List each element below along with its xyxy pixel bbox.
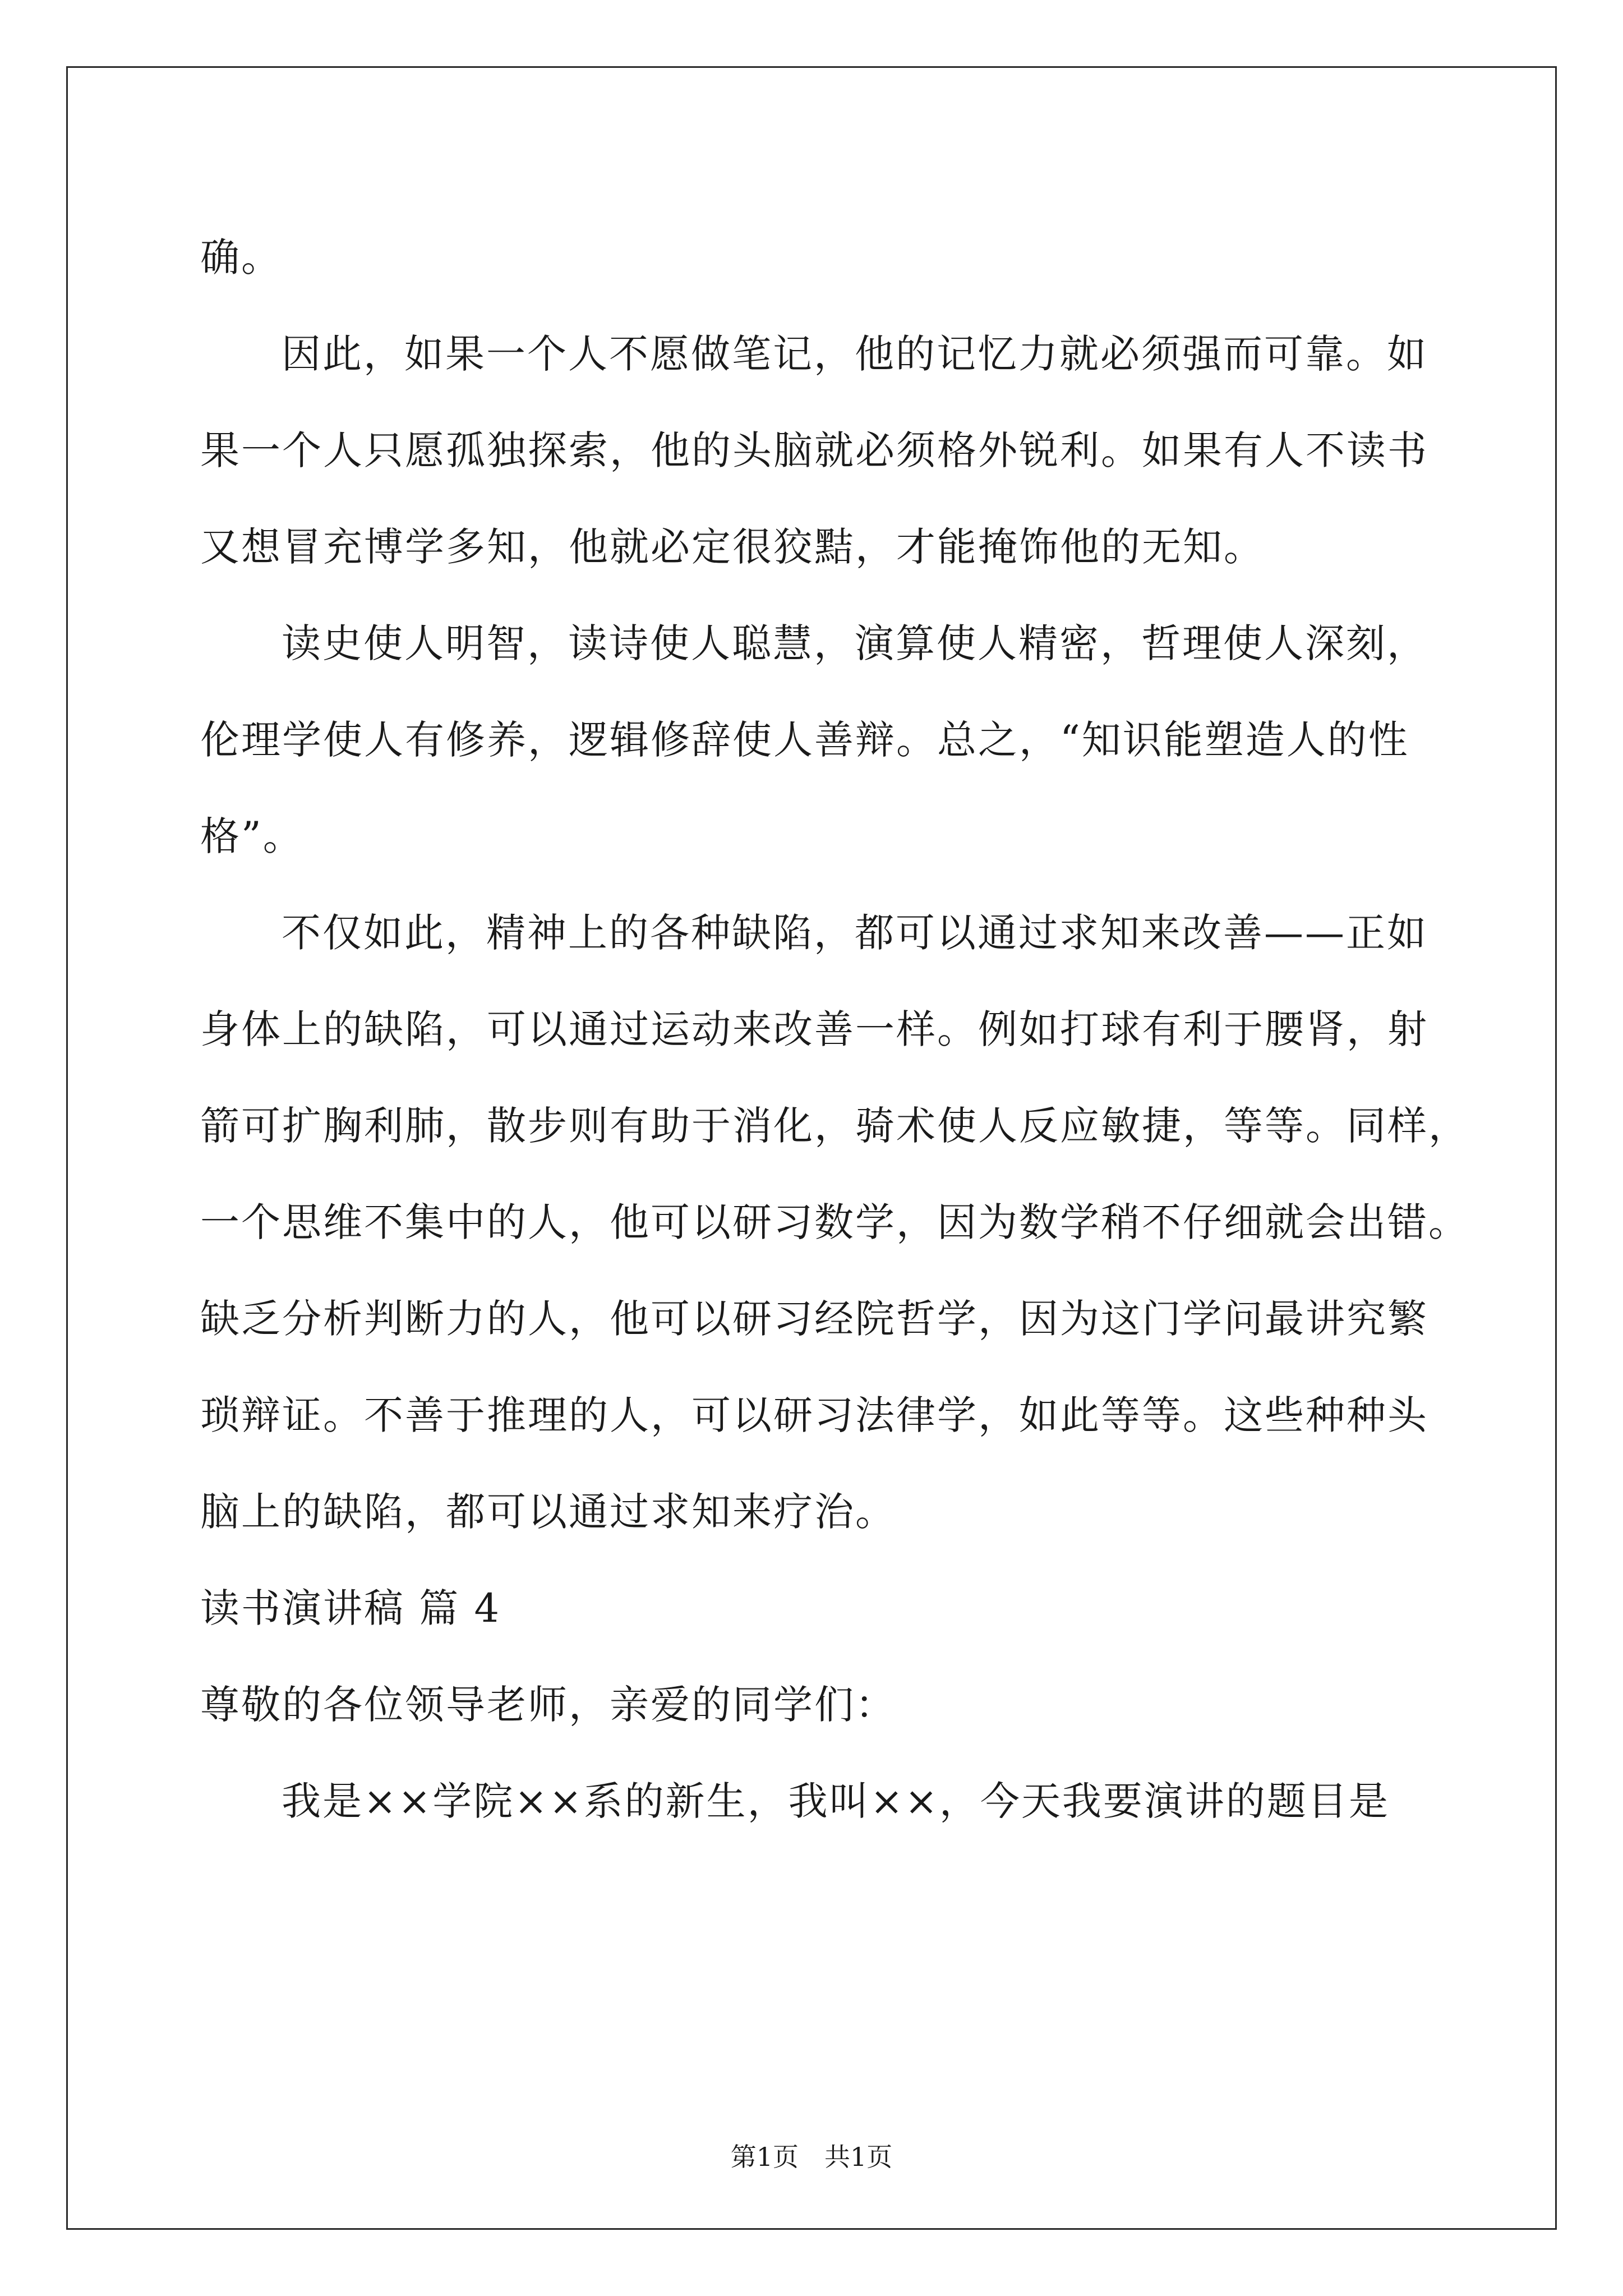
text-line: 果一个人只愿孤独探索，他的头脑就必须格外锐利。如果有人不读书	[200, 427, 1428, 473]
paragraph-start: 我是××学院××系的新生，我叫××，今天我要演讲的题目是	[282, 1778, 1390, 1824]
text-line: 格”。	[200, 813, 304, 859]
text-line: 又想冒充博学多知，他就必定很狡黠，才能掩饰他的无知。	[200, 524, 1265, 570]
text-line: 一个思维不集中的人，他可以研习数学，因为数学稍不仔细就会出错。	[200, 1199, 1469, 1245]
salutation: 尊敬的各位领导老师，亲爱的同学们：	[200, 1682, 896, 1728]
section-heading: 读书演讲稿 篇 4	[200, 1585, 501, 1631]
document-body	[200, 209, 1469, 1849]
text-line: 身体上的缺陷，可以通过运动来改善一样。例如打球有利于腰肾，射	[200, 1006, 1428, 1052]
page-footer: 第1页 共1页	[730, 2142, 893, 2172]
text-line: 脑上的缺陷，都可以通过求知来疗治。	[200, 1489, 896, 1535]
paragraph-start: 不仅如此，精神上的各种缺陷，都可以通过求知来改善——正如	[282, 910, 1428, 956]
text-line: 琐辩证。不善于推理的人，可以研习法律学，如此等等。这些种种头	[200, 1392, 1428, 1438]
text-line: 箭可扩胸利肺，散步则有助于消化，骑术使人反应敏捷，等等。同样，	[200, 1103, 1469, 1149]
paragraph-start: 因此，如果一个人不愿做笔记，他的记忆力就必须强而可靠。如	[282, 331, 1428, 377]
paragraph-start: 读史使人明智，读诗使人聪慧，演算使人精密，哲理使人深刻，	[282, 620, 1428, 666]
text-line: 伦理学使人有修养，逻辑修辞使人善辩。总之，“知识能塑造人的性	[200, 717, 1409, 763]
text-line: 缺乏分析判断力的人，他可以研习经院哲学，因为这门学问最讲究繁	[200, 1296, 1428, 1342]
text-line: 确。	[200, 234, 282, 280]
